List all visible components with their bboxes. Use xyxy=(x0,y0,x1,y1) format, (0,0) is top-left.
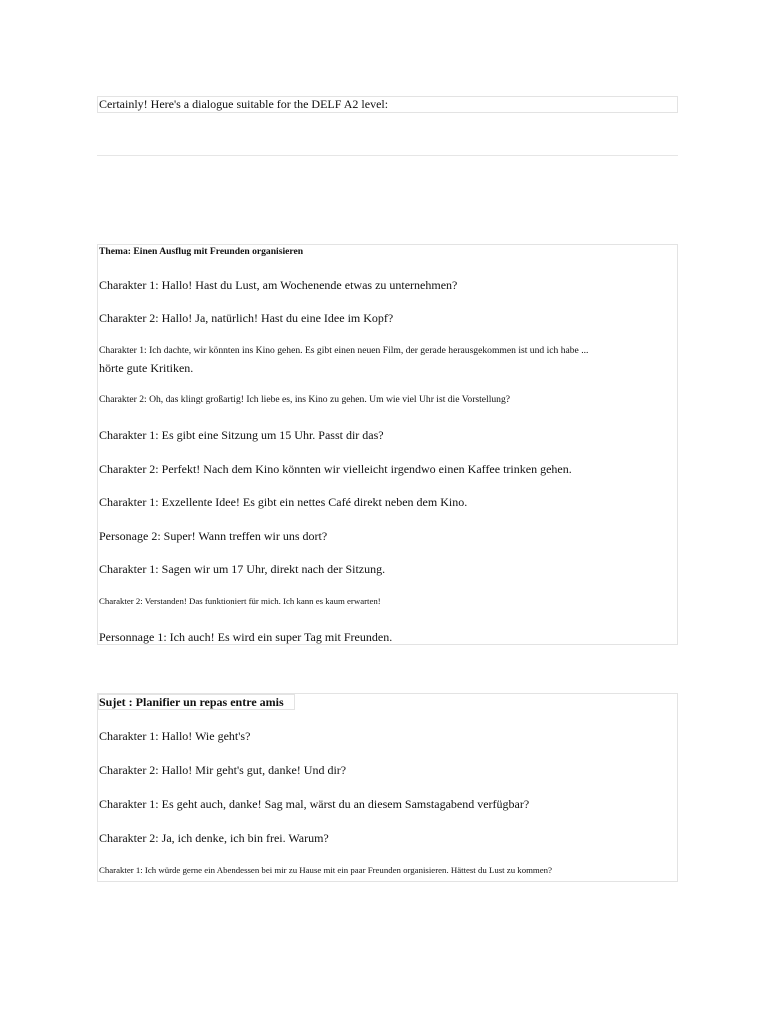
dialogue-line: Charakter 1: Hallo! Wie geht's? xyxy=(99,729,251,743)
intro-text: Certainly! Here's a dialogue suitable for the DELF A2 level: xyxy=(99,97,389,111)
intro-text-box xyxy=(97,96,678,113)
dialogue-line: Charakter 2: Perfekt! Nach dem Kino könnten wir vielleicht irgendwo einen Kaffee trinken gehen. xyxy=(99,462,572,476)
dialogue-line: Charakter 1: Exzellente Idee! Es gibt ein nettes Café direkt neben dem Kino. xyxy=(99,495,468,509)
dialogue-line: Charakter 1: Sagen wir um 17 Uhr, direkt nach der Sitzung. xyxy=(99,562,386,576)
dialogue-line: Charakter 1: Es geht auch, danke! Sag mal, wärst du an diesem Samstagabend verfügbar? xyxy=(99,797,530,811)
dialogue-2-box xyxy=(97,693,678,882)
dialogue-line: Charakter 2: Verstanden! Das funktioniert für mich. Ich kann es kaum erwarten! xyxy=(99,596,381,606)
dialogue-line: Charakter 2: Oh, das klingt großartig! Ich liebe es, ins Kino zu gehen. Um wie viel Uhr ist die Vorstellung? xyxy=(99,394,511,405)
dialogue-line: Charakter 2: Ja, ich denke, ich bin frei. Warum? xyxy=(99,831,329,845)
dialogue-1-box xyxy=(97,244,678,645)
dialogue-1-theme: Thema: Einen Ausflug mit Freunden organisieren xyxy=(99,246,304,257)
dialogue-line: Charakter 2: Hallo! Ja, natürlich! Hast du eine Idee im Kopf? xyxy=(99,311,394,325)
dialogue-line: Personage 2: Super! Wann treffen wir uns dort? xyxy=(99,529,328,543)
dialogue-line: Charakter 1: Es gibt eine Sitzung um 15 Uhr. Passt dir das? xyxy=(99,428,384,442)
dialogue-line: Charakter 1: Hallo! Hast du Lust, am Wochenende etwas zu unternehmen? xyxy=(99,278,458,292)
dialogue-2-theme: Sujet : Planifier un repas entre amis xyxy=(99,695,284,709)
dialogue-line: Charakter 1: Ich würde gerne ein Abendessen bei mir zu Hause mit ein paar Freunden organisieren. Hättest du Lust zu kommen? xyxy=(99,865,552,875)
dialogue-line-continuation: hörte gute Kritiken. xyxy=(99,361,194,375)
dialogue-line: Charakter 2: Hallo! Mir geht's gut, danke! Und dir? xyxy=(99,763,347,777)
divider xyxy=(97,155,678,156)
dialogue-line: Charakter 1: Ich dachte, wir könnten ins Kino gehen. Es gibt einen neuen Film, der gerade herausgekommen ist und ich habe ... xyxy=(99,345,589,356)
dialogue-line: Personnage 1: Ich auch! Es wird ein super Tag mit Freunden. xyxy=(99,630,393,644)
